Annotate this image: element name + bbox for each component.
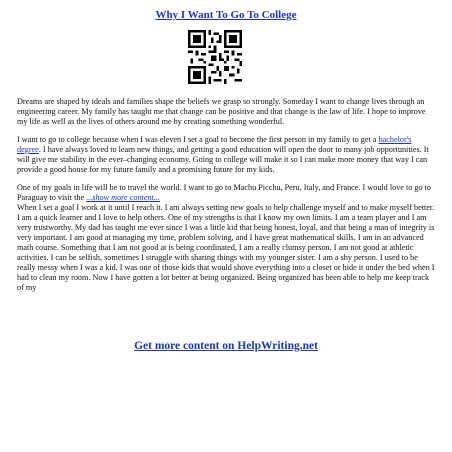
- show-more-link[interactable]: ...show more content...: [86, 193, 160, 202]
- document-title[interactable]: Why I Want To Go To College: [155, 9, 297, 21]
- paragraph-3: [17, 183, 437, 203]
- helpwriting-link[interactable]: Get more content on HelpWriting.net: [134, 340, 318, 352]
- essay-body: [17, 97, 437, 301]
- bachelors-degree-link[interactable]: bachelor's degree: [17, 135, 412, 154]
- paragraph-2: [17, 135, 437, 175]
- paragraph-2-text-b: . I have always loved to learn new things, and getting a good education will open the door to many job opportunities. It will give me stability in the ever–changing economy. Going to college will make it so I can make more money that way I can provide a good house for my future family and a promising future for my kids.: [17, 145, 429, 174]
- paragraph-2-text-a: I want to go to college because when I was eleven I set a goal to become the first person in my family to get a: [17, 135, 379, 144]
- qr-code-icon: [188, 30, 242, 84]
- paragraph-1: Dreams are shaped by ideals and families shape the beliefs we grasp so strongly. Someday I want to change lives through an engineering career. My family has taught me that change can be positive and that change is the law of life. I hope to improve my life as well as the lives of others around me by creating something wonderful.: [17, 97, 426, 126]
- paragraph-4: When I set a goal I work at it until I reach it. I am always setting new goals to help challenge myself and to make myself better. I am a quick learner and I love to help others. One of my strengths is that I know my own limits. I am a team player and I am very trustworthy. My dad has taught me ever since I was a little kid that being honest, loyal, and that being a man of integrity is very important. I am good at managing my time, problem solving, and I have great mathematical skills. I am in an advanced math course. Something that I am not good at is being coordinated, I am a really clumsy person. I am not good at athletic activities. I can be selfish, sometimes I struggle with sharing things with my younger sister. I am a shy person. I used to be really messy when I was a kid. I was one of those kids that would shove everything into a closet or hide it under the bed when I had to clean my room. Now I have gotten a lot better at being organized. Being organized has been able to help me keep track of my: [17, 203, 435, 292]
- paragraph-3-text: One of my goals in life will be to travel the world. I want to go to Machu Picchu, Peru, Italy, and France. I would love to go to Paraguay to visit the: [17, 183, 431, 202]
